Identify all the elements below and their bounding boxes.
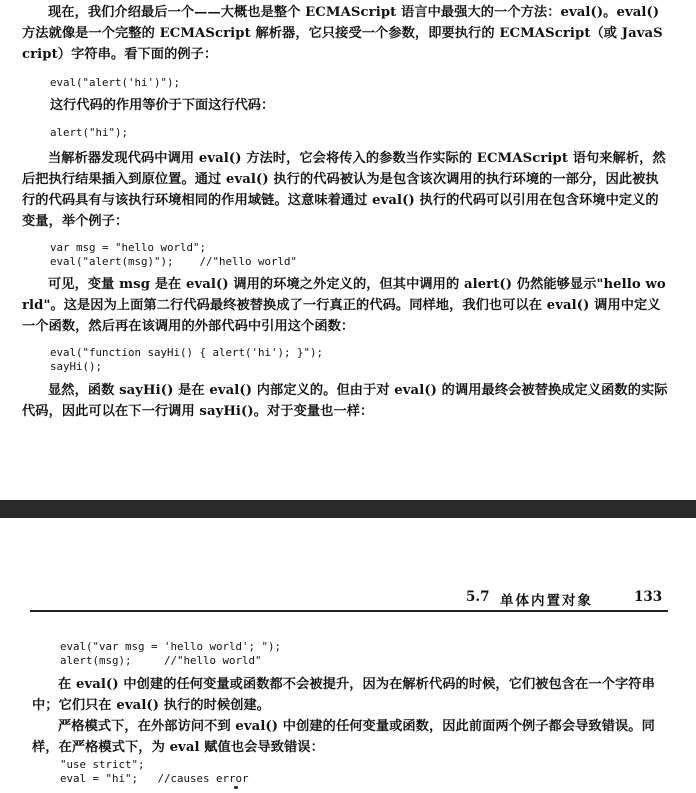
code-eval-assign: eval = "hi"; //causes error [60, 772, 249, 785]
code-eval-var-msg: eval("var msg = 'hello world'; "); [60, 640, 282, 653]
header-rule [30, 610, 668, 612]
section-number: 5.7 [466, 589, 490, 605]
code-eval-function: eval("function sayHi() { alert('hi'); }"); [50, 346, 324, 359]
page-separator [0, 500, 696, 518]
paragraph-strict-mode: 严格模式下，在外部访问不到 eval() 中创建的任何变量或函数，因此前面两个例子都会导致错误。同样，在严格模式下，为 eval 赋值也会导致错误： [32, 719, 655, 755]
paragraph-equivalent: 这行代码的作用等价于下面这行代码： [50, 98, 275, 113]
code-var-msg: var msg = "hello world"; [50, 241, 207, 254]
paragraph-function-defined: 显然，函数 sayHi() 是在 eval() 内部定义的。但由于对 eval() 的调用最终会被替换成定义函数的实际代码，因此可以在下一行调用 sayHi()。对于变量也一样： [22, 383, 668, 419]
code-eval-alert-msg: eval("alert(msg)"); //"hello world" [50, 255, 298, 268]
code-sayhi-call: sayHi(); [50, 360, 103, 373]
code-alert: alert("hi"); [50, 126, 129, 139]
code-eval-alert: eval("alert('hi')"); [50, 76, 181, 89]
running-header [466, 589, 663, 609]
paragraph-parser-explanation: 当解析器发现代码中调用 eval() 方法时，它会将传入的参数当作实际的 ECMAScript 语句来解析，然后把执行结果插入到原位置。通过 eval() 执行的代码被认为是包含该次调用的执行环境的一部分，因此被执行的代码具有与该执行环境相同的作用域链。这意味着通过 eval() 执行的代码可以引用在包含环境中定义的变量，举个例子： [22, 151, 666, 229]
section-title: 单体内置对象 [500, 593, 593, 609]
page-number: 133 [634, 589, 663, 605]
paragraph-variable-scope: 可见，变量 msg 是在 eval() 调用的环境之外定义的，但其中调用的 alert() 仍然能够显示"hello world"。这是因为上面第二行代码最终被替换成了一行真正的代码。同样地，我们也可以在 eval() 调用中定义一个函数，然后再在该调用的外部代码中引用这个函数： [22, 277, 666, 334]
code-use-strict: "use strict"; [60, 758, 145, 771]
bottom-page [0, 518, 696, 793]
paragraph-no-hoisting: 在 eval() 中创建的任何变量或函数都不会被提升，因为在解析代码的时候，它们被包含在一个字符串中；它们只在 eval() 执行的时候创建。 [32, 677, 655, 713]
paragraph-eval-intro: 现在，我们介绍最后一个——大概也是整个 ECMAScript 语言中最强大的一个方法：eval()。eval() 方法就像是一个完整的 ECMAScript 解析器，它只接受一个参数，即要执行的 ECMAScript（或 JavaScript）字符串。看下面的例子： [22, 5, 663, 62]
code-alert-msg: alert(msg); //"hello world" [60, 654, 262, 667]
print-mark [234, 786, 238, 789]
